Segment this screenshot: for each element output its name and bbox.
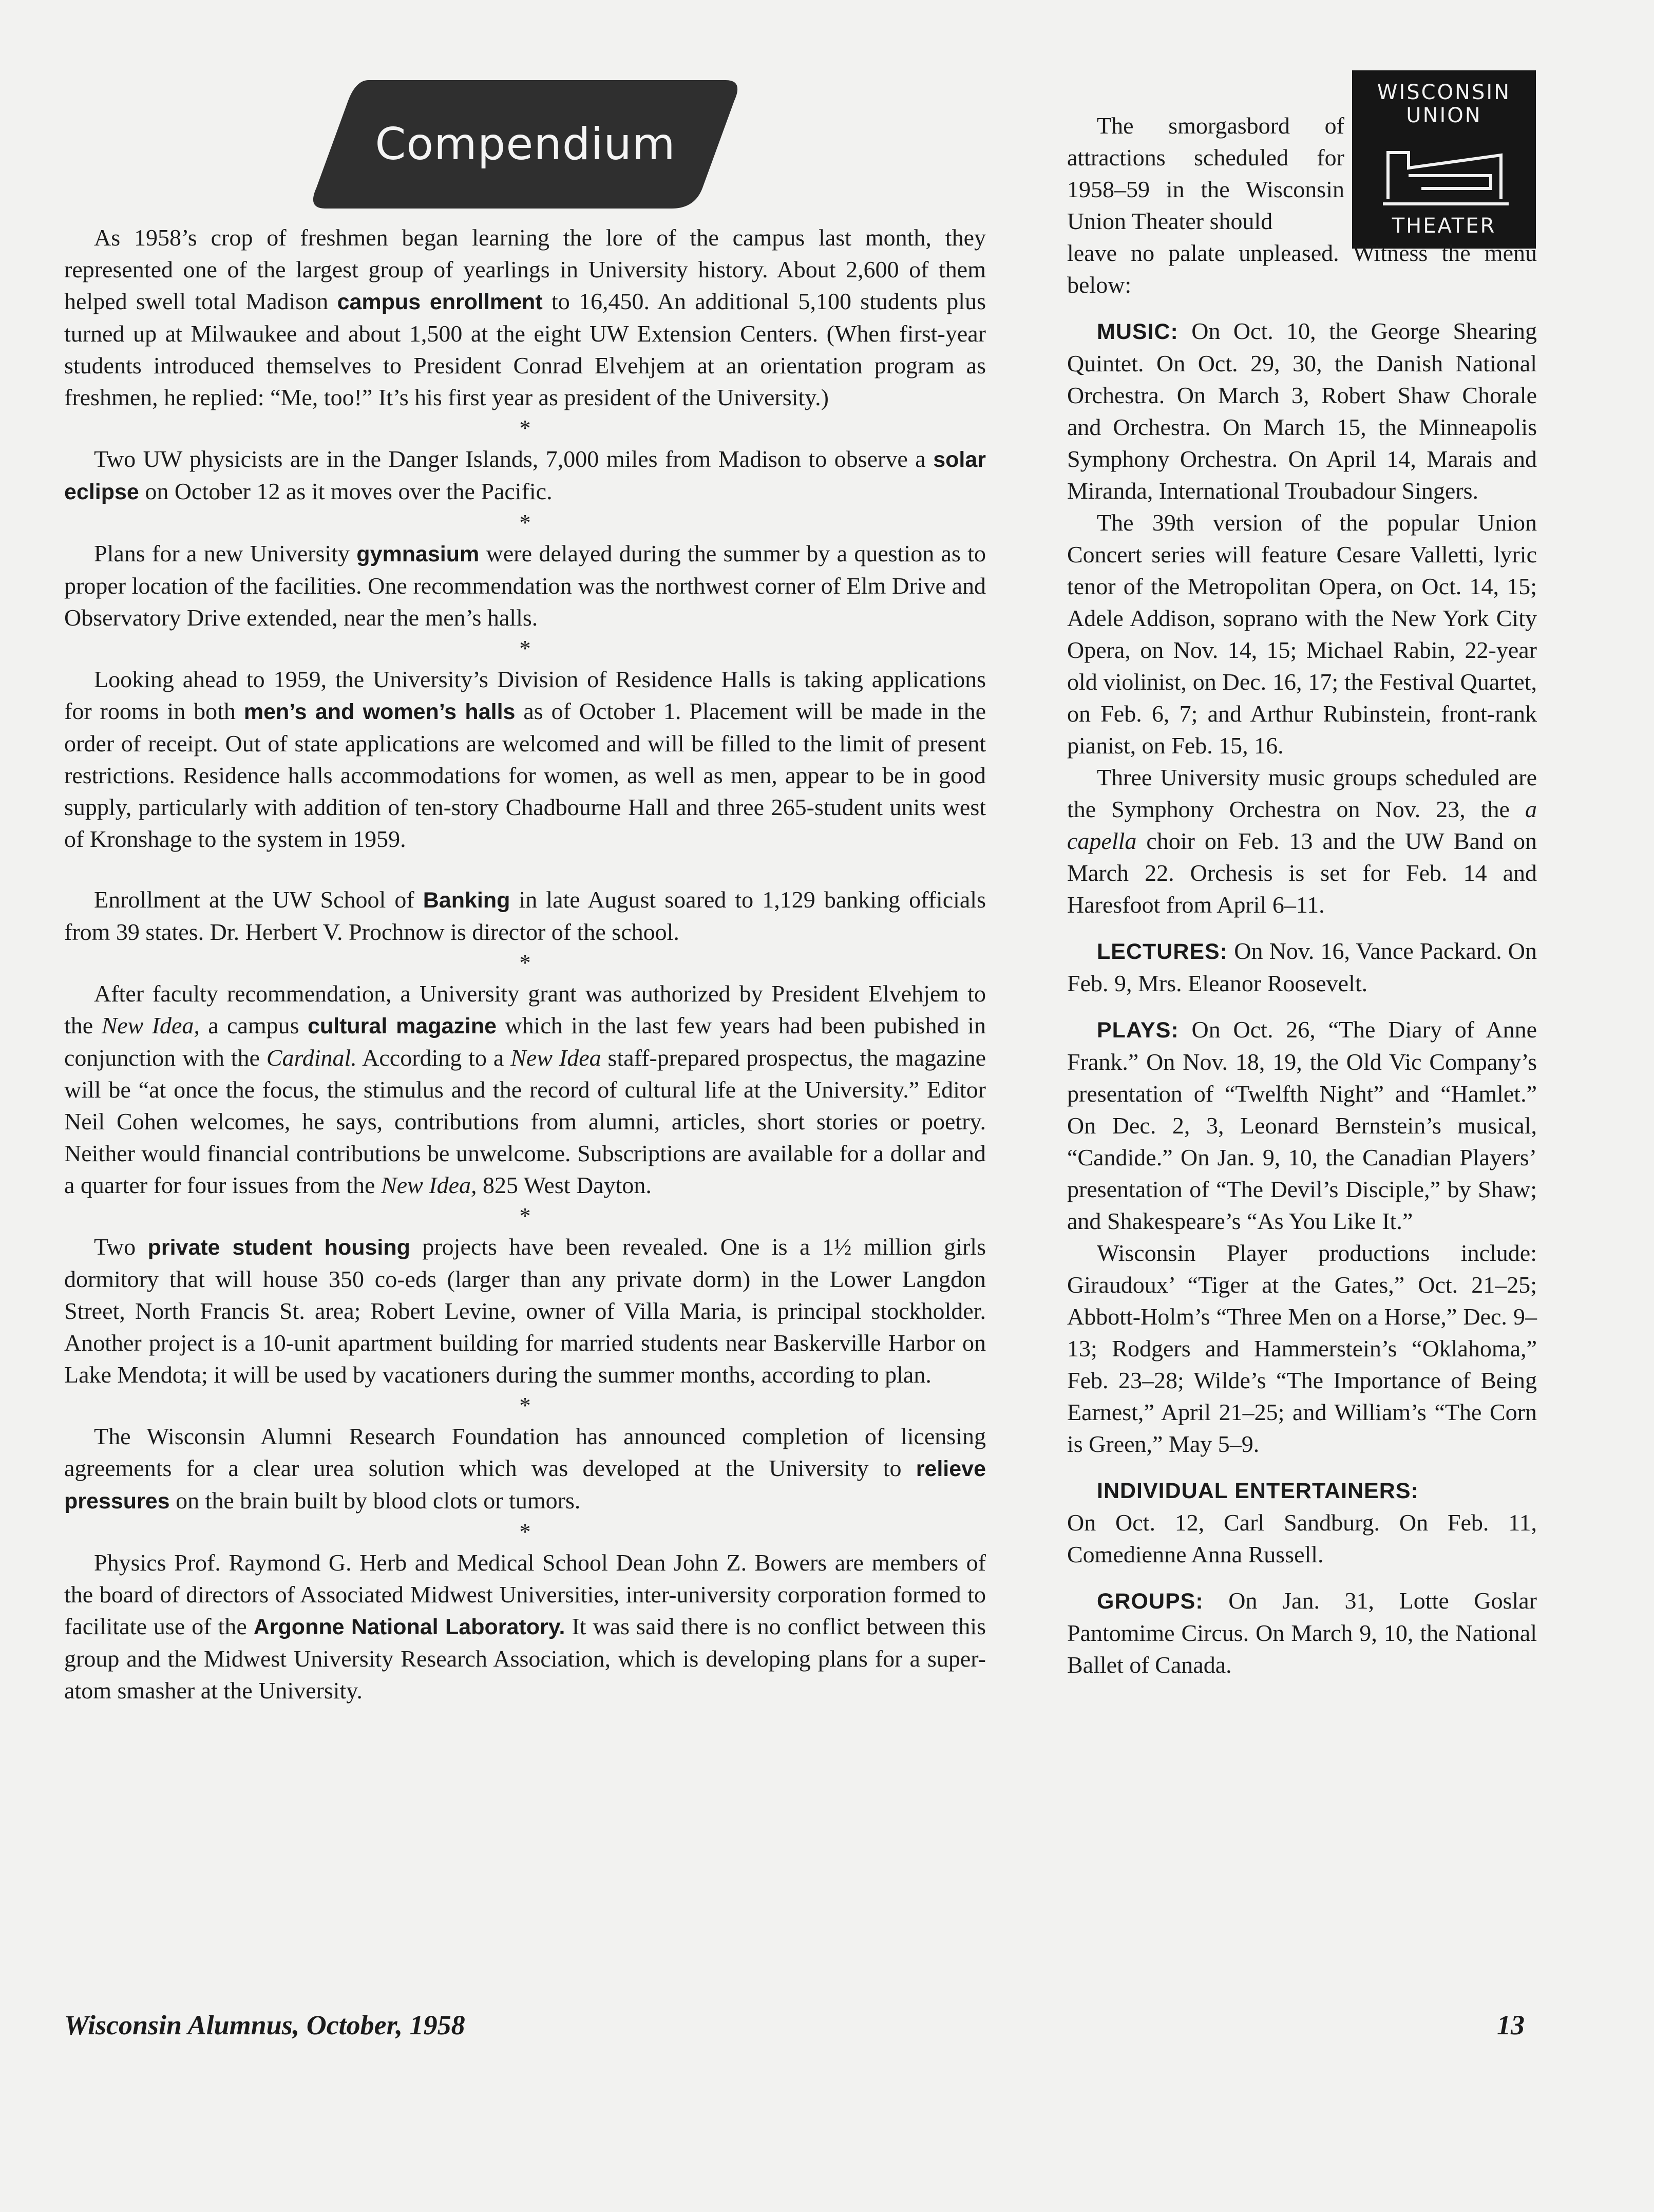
separator-asterisk: *: [519, 510, 531, 535]
theater-intro-continued: leave no palate unpleased. Witness the menu below:: [1067, 240, 1537, 298]
left-column: [64, 222, 986, 1707]
paragraph-warf: The Wisconsin Alumni Research Foundation has announced completion of licensing agreements for a clear urea solution which was developed at the University to relieve pressures on the brain built by blood clots or tumors.: [64, 1423, 986, 1514]
paragraph-banking: Enrollment at the UW School of Banking in late August soared to 1,129 banking officials from 39 states. Dr. Herbert V. Prochnow is director of the school.: [64, 886, 986, 945]
separator-asterisk: *: [519, 415, 531, 441]
separator-asterisk: *: [519, 950, 531, 975]
footer-publication: Wisconsin Alumnus, October, 1958: [64, 2010, 465, 2040]
right-column: [1067, 110, 1537, 1681]
paragraph-housing: Two private student housing projects have been revealed. One is a 1½ million girls dormitory that will house 350 co-eds (larger than any private dorm) in the Lower Langdon Street, North Francis St. area; Robert Levine, owner of Villa Maria, is principal stockholder. Another project is a 10-unit apartment building for married students near Baskerville Harbor on Lake Mendota; it will be used by vacationers during the summer months, according to plan.: [64, 1234, 986, 1388]
paragraph-eclipse: Two UW physicists are in the Danger Islands, 7,000 miles from Madison to observe a solar eclipse on October 12 as it moves over the Pacific.: [64, 446, 986, 504]
paragraph-residence-halls: Looking ahead to 1959, the University’s Division of Residence Halls is taking applications for rooms in both men’s and women’s halls as of October 1. Placement will be made in the order of receipt. Out of state applications are welcomed and will be filled to the limit of present restrictions. Residence halls accommodations for women, as well as men, appear to be in good supply, particularly with addition of ten-story Chadbourne Hall and three 265-student units west of Kronshage to the system in 1959.: [64, 666, 986, 852]
separator-asterisk: *: [519, 1203, 531, 1228]
section-individual-entertainers: INDIVIDUAL ENTERTAINERS: On Oct. 12, Carl Sandburg. On Feb. 11, Comedienne Anna Russell.: [1067, 1479, 1537, 1567]
separator-asterisk: *: [519, 1393, 531, 1418]
section-lectures: LECTURES: On Nov. 16, Vance Packard. On Feb. 9, Mrs. Eleanor Roosevelt.: [1067, 938, 1537, 996]
paragraph-enrollment: As 1958’s crop of freshmen began learning the lore of the campus last month, they represented one of the largest group of yearlings in University history. About 2,600 of them helped swell total Madison campus enrollment to 16,450. An additional 5,100 students plus turned up at Milwaukee and about 1,500 at the eight UW Extension Centers. (When first-year students introduced themselves to President Conrad Elvehjem at an orientation program as freshmen, he replied: “Me, too!” It’s his first year as president of the University.): [64, 224, 986, 410]
paragraph-music-groups: Three University music groups scheduled are the Symphony Orchestra on Nov. 23, the a capella choir on Feb. 13 and the UW Band on March 22. Orchesis is set for Feb. 14 and Haresfoot from April 6–11.: [1067, 764, 1537, 918]
spacer: [64, 855, 986, 884]
section-plays: PLAYS: On Oct. 26, “The Diary of Anne Frank.” On Nov. 18, 19, the Old Vic Company’s presentation of “Twelfth Night” and “Hamlet.” On Dec. 2, 3, Leonard Bernstein’s musical, “Candide.” On Jan. 9, 10, the Canadian Players’ presentation of “The Devil’s Disciple,” by Shaw; and Shakespeare’s “As You Like It.”: [1067, 1016, 1537, 1234]
paragraph-player-productions: Wisconsin Player productions include: Giraudoux’ “Tiger at the Gates,” Oct. 21–25; Abbott-Holm’s “Three Men on a Horse,” Dec. 9–13; Rodgers and Hammerstein’s “Oklahoma,” Feb. 23–28; Wilde’s “The Importance of Being Earnest,” April 21–25; and William’s “The Corn is Green,” May 5–9.: [1067, 1240, 1537, 1457]
separator-asterisk: *: [519, 636, 531, 661]
paragraph-argonne: Physics Prof. Raymond G. Herb and Medical School Dean John Z. Bowers are members of the board of directors of Associated Midwest Universities, inter-university corporation formed to facilitate use of the Argonne National Laboratory. It was said there is no conflict between this group and the Midwest University Research Association, which is developing plans for a super-atom smasher at the University.: [64, 1549, 986, 1704]
logo-line-3: THEATER: [1392, 214, 1496, 238]
logo-line-1: WISCONSIN: [1377, 81, 1511, 104]
section-groups: GROUPS: On Jan. 31, Lotte Goslar Pantomime Circus. On March 9, 10, the National Ballet of Canada.: [1067, 1587, 1537, 1678]
theater-intro: The smorgasbord of attractions scheduled for 1958–59 in the Wisconsin Union Theater should: [1067, 112, 1344, 234]
page-number: 13: [1497, 2010, 1525, 2040]
page-title: Compendium: [375, 119, 676, 170]
logo-line-2: UNION: [1406, 104, 1482, 127]
section-music: MUSIC: On Oct. 10, the George Shearing Quintet. On Oct. 29, 30, the Danish National Orchestra. On March 3, Robert Shaw Chorale and Orchestra. On March 15, the Minneapolis Symphony Orchestra. On April 14, Marais and Miranda, International Troubadour Singers.: [1067, 318, 1537, 504]
paragraph-magazine: After faculty recommendation, a University grant was authorized by President Elvehjem to the New Idea, a campus cultural magazine which in the last few years had been pubished in conjunction with the Cardinal. According to a New Idea staff-prepared prospectus, the magazine will be “at once the focus, the stimulus and the record of cultural life at the University.” Editor Neil Cohen welcomes, he says, contributions from alumni, articles, short stories or poetry. Neither would financial contributions be unwelcome. Subscriptions are available for a dollar and a quarter for four issues from the New Idea, 825 West Dayton.: [64, 980, 986, 1198]
paragraph-concert-series: The 39th version of the popular Union Concert series will feature Cesare Valletti, lyric tenor of the Metropolitan Opera, on Oct. 14, 15; Adele Addison, soprano with the New York City Opera, on Nov. 14, 15; Michael Rabin, 22-year old violinist, on Dec. 16, 17; the Festival Quartet, on Feb. 6, 7; and Arthur Rubinstein, front-rank pianist, on Feb. 15, 16.: [1067, 509, 1537, 759]
separator-asterisk: *: [519, 1519, 531, 1544]
paragraph-gymnasium: Plans for a new University gymnasium were delayed during the summer by a question as to proper location of the facilities. One recommendation was the northwest corner of Elm Drive and Observatory Drive extended, near the men’s halls.: [64, 540, 986, 631]
